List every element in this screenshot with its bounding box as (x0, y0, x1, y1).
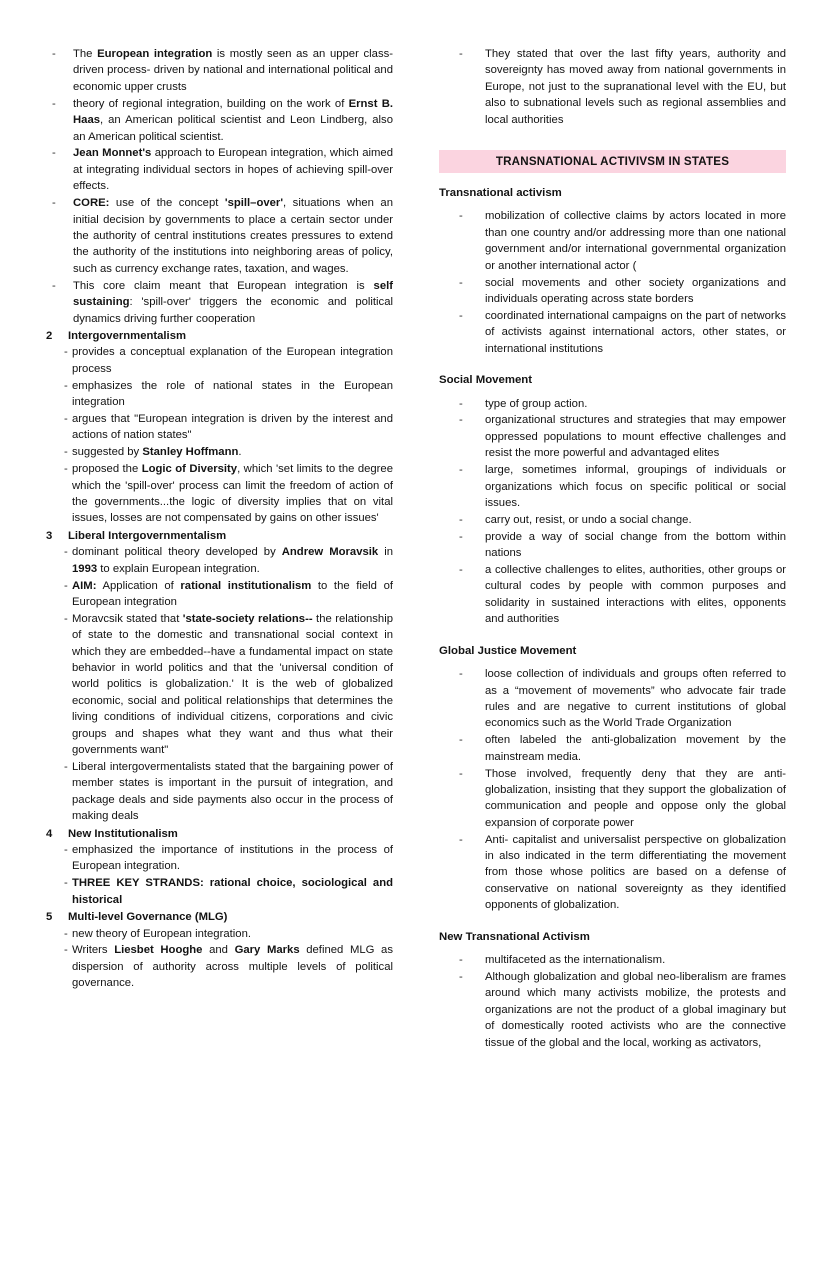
bullet-dash-marker: - (459, 414, 463, 427)
bullet-dash-marker: - (52, 48, 56, 60)
bullet-item (46, 926, 393, 942)
bullet-dash-marker: - (64, 877, 68, 890)
bullet-text: CORE: use of the concept 'spill–over', situations when an initial decision by governments to place a certain sector under the authority of central institutions creates pressures to extend the authority of the institutions into neighboring areas of policy, such as currency exchange rates, taxation, and wages. (73, 197, 393, 275)
bullet-dash-marker: - (459, 734, 463, 747)
bullet-text: Although globalization and global neo-liberalism are frames around which many activists mobilize, the protests and organizations are not the product of a global imaginary but of domestically rooted activists who are the connective tissue of the global and the local, working as activators, (485, 971, 786, 1049)
bullet-dash-marker: - (64, 944, 68, 957)
right-column (439, 46, 786, 1052)
section-heading: Transnational activism (439, 187, 562, 200)
bullet-item (439, 412, 786, 461)
bullet-item (439, 562, 786, 628)
bullet-item (46, 378, 393, 411)
bullet-text: suggested by Stanley Hoffmann. (72, 446, 242, 459)
bullet-text: This core claim meant that European integration is self sustaining: 'spill-over' triggers the economic and political dynamics driving further cooperation (73, 279, 393, 325)
numbered-section-heading (46, 528, 393, 544)
bullet-text: provides a conceptual explanation of the European integration process (72, 346, 393, 375)
section-bullet-list (439, 952, 786, 1051)
bullet-item (439, 666, 786, 732)
bullet-text: emphasized the importance of institutions in the process of European integration. (72, 844, 393, 873)
bullet-text: emphasizes the role of national states in the European integration (72, 379, 393, 409)
bullet-item (46, 195, 393, 277)
section-banner (439, 150, 786, 173)
bullet-text: mobilization of collective claims by actors located in more than one country and/or addressing more than one national government and/or international governmental organization or another international actor ( (485, 210, 786, 272)
bullet-text: new theory of European integration. (72, 927, 251, 940)
section-number: 2 (46, 329, 53, 342)
bullet-item (46, 145, 393, 194)
bullet-dash-marker: - (64, 412, 68, 425)
content-section (439, 643, 786, 914)
bullet-text: Moravcsik stated that 'state-society relations-- the relationship of state to the domestic and transnational social context in which they are embedded--have a fundamental impact on state behavior in world politics and that the 'universal condition of world politics is globalization.' It is the web of globalized economic, social and political relationships that determines the living conditions of individual citizens, corporations and civic groups and shapes what they want and thus what their governments want" (72, 612, 393, 757)
bullet-dash-marker: - (459, 513, 463, 526)
bullet-item (439, 732, 786, 765)
section-title: Multi-level Governance (MLG) (68, 911, 228, 924)
bullet-item (46, 759, 393, 825)
bullet-item (439, 969, 786, 1051)
bullet-text: large, sometimes informal, groupings of individuals or organizations which focus on specific political or social issues. (485, 464, 786, 509)
right-lead-bullet-list (439, 46, 786, 128)
content-section (439, 929, 786, 1051)
bullet-text: The European integration is mostly seen as an upper class- driven process- driven by national and international political and economic upper crusts (73, 48, 394, 93)
bullet-dash-marker: - (52, 197, 56, 210)
section-number: 4 (46, 827, 53, 840)
section-bullet-list (46, 926, 393, 992)
bullet-dash-marker: - (64, 927, 68, 940)
bullet-dash-marker: - (52, 279, 56, 292)
bullet-item (46, 344, 393, 377)
bullet-text: coordinated international campaigns on the part of networks of activists against international actors, other states, or international institutions (485, 309, 786, 355)
bullet-dash-marker: - (459, 833, 463, 846)
bullet-text: loose collection of individuals and groups often referred to as a “movement of movements” who advocate fair trade rules and are negative to current institutions of global economics such as the World Trade Organization (485, 668, 786, 730)
bullet-dash-marker: - (64, 446, 68, 459)
bullet-dash-marker: - (459, 668, 463, 681)
bullet-item (439, 512, 786, 528)
bullet-text: multifaceted as the internationalism. (485, 954, 666, 967)
section-number: 3 (46, 529, 53, 542)
bullet-dash-marker: - (64, 579, 68, 592)
bullet-text: often labeled the anti-globalization movement by the mainstream media. (485, 734, 786, 763)
section-bullet-list (439, 666, 786, 914)
bullet-dash-marker: - (459, 530, 463, 543)
bullet-dash-marker: - (64, 546, 68, 559)
bullet-text: Jean Monnet's approach to European integration, which aimed at integrating individual sectors in hopes of achieving spill-over effects. (73, 147, 393, 193)
section-title: New Institutionalism (68, 827, 178, 840)
section-bullet-list (46, 344, 393, 526)
bullet-dash-marker: - (459, 971, 463, 983)
section-number: 5 (46, 911, 53, 924)
bullet-dash-marker: - (64, 760, 68, 773)
bullet-item (46, 842, 393, 875)
bullet-item (439, 952, 786, 968)
bullet-text: a collective challenges to elites, authorities, other groups or cultural codes by people with common purposes and solidarity in sustained interactions with elites, opponents and authorities (485, 564, 786, 626)
bullet-dash-marker: - (459, 210, 463, 223)
bullet-dash-marker: - (459, 309, 463, 322)
numbered-section-heading (46, 826, 393, 842)
bullet-item (46, 278, 393, 327)
section-heading: New Transnational Activism (439, 930, 590, 943)
section-bullet-list (439, 208, 786, 357)
bullet-item (439, 46, 786, 128)
bullet-text: They stated that over the last fifty years, authority and sovereignty has moved away from national governments in Europe, not just to the supranational level with the EU, but also to subnational levels such as regional assemblies and local authorities (485, 48, 786, 126)
bullet-item (46, 611, 393, 759)
section-bullet-list (46, 842, 393, 908)
left-lead-bullet-list (46, 46, 393, 327)
bullet-dash-marker: - (459, 464, 463, 477)
bullet-text: organizational structures and strategies that may empower oppressed populations to mount effective challenges and resist the more powerful and advantaged elites (485, 414, 786, 460)
numbered-section-heading (46, 909, 393, 925)
bullet-item (439, 462, 786, 511)
bullet-item (46, 411, 393, 444)
bullet-dash-marker: - (64, 844, 68, 856)
bullet-dash-marker: - (64, 379, 68, 392)
bullet-item (46, 46, 393, 95)
bullet-text: THREE KEY STRANDS: rational choice, sociological and historical (72, 877, 393, 906)
section-bullet-list (439, 396, 786, 628)
content-section (439, 372, 786, 628)
bullet-dash-marker: - (459, 397, 463, 410)
bullet-item (439, 396, 786, 412)
bullet-item (439, 832, 786, 914)
bullet-dash-marker: - (459, 954, 463, 967)
bullet-item (439, 208, 786, 274)
left-numbered-sections (46, 328, 393, 992)
numbered-section-heading (46, 328, 393, 344)
bullet-text: AIM: Application of rational institutionalism to the field of European integration (72, 579, 393, 608)
bullet-text: social movements and other society organizations and individuals operating across state borders (485, 276, 786, 305)
bullet-dash-marker: - (64, 612, 68, 625)
section-heading: Global Justice Movement (439, 644, 577, 657)
section-bullet-list (46, 544, 393, 824)
bullet-dash-marker: - (52, 97, 56, 110)
bullet-item (46, 444, 393, 460)
section-title: Intergovernmentalism (68, 329, 187, 342)
section-heading: Social Movement (439, 374, 533, 387)
bullet-item (439, 766, 786, 832)
bullet-item (46, 461, 393, 527)
bullet-dash-marker: - (52, 147, 56, 160)
left-column (46, 46, 393, 992)
bullet-item (46, 96, 393, 145)
bullet-text: dominant political theory developed by Andrew Moravsik in 1993 to explain European integration. (72, 546, 394, 575)
content-section (439, 185, 786, 357)
bullet-text: theory of regional integration, building on the work of Ernst B. Haas, an American political scientist and Leon Lindberg, also an American political scientist. (73, 97, 393, 143)
bullet-text: type of group action. (485, 397, 588, 410)
section-title: Liberal Intergovernmentalism (68, 529, 227, 542)
bullet-text: carry out, resist, or undo a social change. (485, 513, 692, 526)
right-sections (439, 185, 786, 1051)
bullet-item (46, 942, 393, 991)
bullet-text: proposed the Logic of Diversity, which 'set limits to the degree which the 'spill-over' process can limit the freedom of action of the governments...the logic of diversity implies that on vital issues, losses are not compensated by gains on other issues' (72, 463, 394, 525)
bullet-dash-marker: - (459, 564, 463, 577)
section-banner-title: TRANSNATIONAL ACTIVIVSM IN STATES (495, 155, 730, 169)
bullet-item (46, 875, 393, 908)
bullet-text: Anti- capitalist and universalist perspective on globalization in also indicated in the term differentiating the movement from those whose politics are based on a defense of conservative on national sovereignty as they identified opponents of globalization. (485, 833, 786, 912)
two-column-layout (46, 46, 786, 1052)
bullet-item (46, 578, 393, 611)
bullet-text: argues that "European integration is driven by the interest and actions of nation states" (72, 412, 393, 442)
bullet-dash-marker: - (459, 276, 463, 289)
bullet-item (439, 275, 786, 308)
bullet-dash-marker: - (64, 463, 68, 476)
bullet-item (439, 529, 786, 562)
bullet-text: Those involved, frequently deny that they are anti-globalization, insisting that they support the globalization of communication and people and oppose only the global expansion of corporate power (485, 767, 786, 829)
bullet-text: Liberal intergovermentalists stated that the bargaining power of member states is important in the pursuit of integration, and package deals and side payments also occur in the process of making deals (72, 760, 393, 823)
bullet-dash-marker: - (459, 767, 463, 780)
bullet-dash-marker: - (64, 346, 68, 359)
bullet-text: Writers Liesbet Hooghe and Gary Marks defined MLG as dispersion of authority across multiple levels of political governance. (72, 944, 393, 990)
bullet-item (439, 308, 786, 357)
bullet-item (46, 544, 393, 577)
bullet-dash-marker: - (459, 48, 463, 60)
bullet-text: provide a way of social change from the bottom within nations (485, 530, 786, 560)
